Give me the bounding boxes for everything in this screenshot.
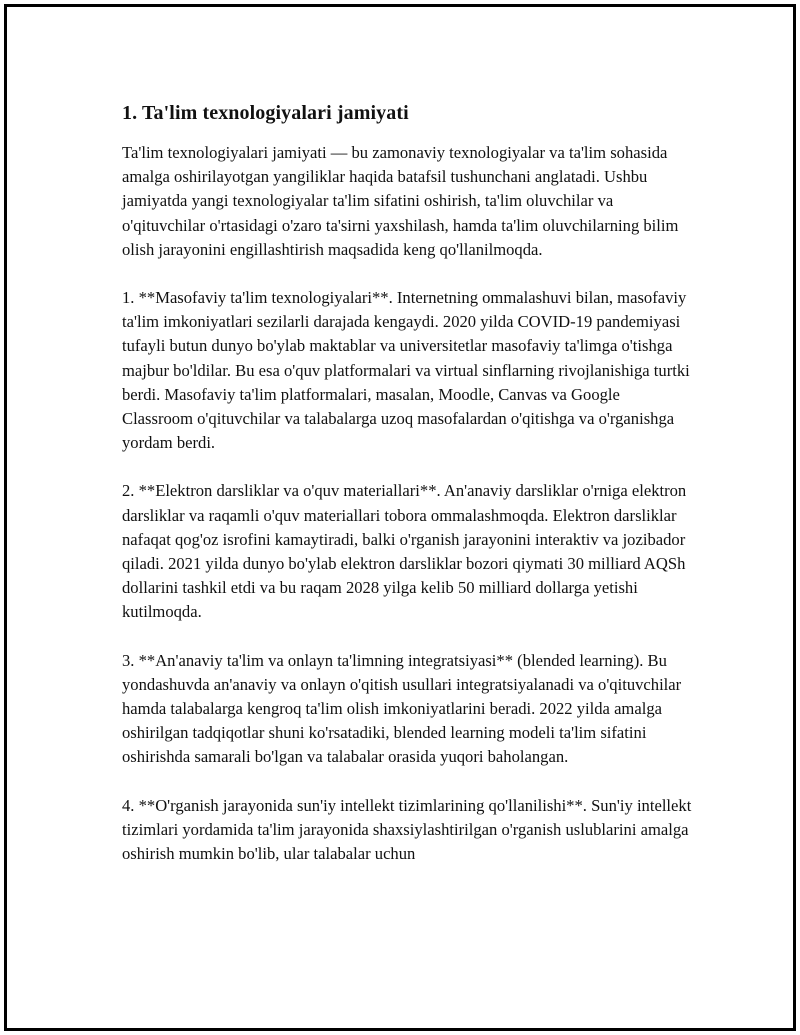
paragraph-distance-learning: 1. **Masofaviy ta'lim texnologiyalari**. Internetning ommalashuvi bilan, masofaviy ta'lim imkoniyatlari sezilarli darajada kengaydi. 2020 yilda COVID-19 pandemiyasi tufayli butun dunyo bo'ylab maktablar va universitetlar masofaviy ta'limga o'tishga majbur bo'ldilar. Bu esa o'quv platformalari va virtual sinflarning rivojlanishiga turtki berdi. Masofaviy ta'lim platformalari, masalan, Moodle, Canvas va Google Classroom o'qituvchilar va talabalarga uzoq masofalardan o'qitishga va o'rganishga yordam berdi.	[122, 288, 690, 453]
section-heading: 1. Ta'lim texnologiyalari jamiyati	[122, 102, 409, 124]
intro-paragraph: Ta'lim texnologiyalari jamiyati — bu zamonaviy texnologiyalar va ta'lim sohasida amalga oshirilayotgan yangiliklar haqida batafsil tushunchani anglatadi. Ushbu jamiyatda yangi texnologiyalar ta'lim sifatini oshirish, ta'lim oluvchilar va o'qituvchilar o'rtasidagi o'zaro ta'sirni yaxshilash, hamda ta'lim oluvchilarning bilim olish jarayonini engillashtirish maqsadida keng qo'llanilmoqda.	[122, 143, 679, 259]
paragraph-blended-learning: 3. **An'anaviy ta'lim va onlayn ta'limning integratsiyasi** (blended learning). Bu yondashuvda an'anaviy va onlayn o'qitish usullari integratsiyalanadi va o'qituvchilar hamda talabalarga kengroq ta'lim olish imkoniyatlarini beradi. 2022 yilda amalga oshirilgan tadqiqotlar shuni ko'rsatadiki, blended learning modeli ta'lim sifatini oshirishda samarali bo'lgan va talabalar orasida yuqori baholangan.	[122, 650, 682, 767]
paragraph-electronic-textbooks: 2. **Elektron darsliklar va o'quv materiallari**. An'anaviy darsliklar o'rniga elektron darsliklar va raqamli o'quv materiallari tobora ommalashmoqda. Elektron darsliklar nafaqat qog'oz isrofini kamaytiradi, balki o'rganish jarayonini interaktiv va jozibador qiladi. 2021 yilda dunyo bo'ylab elektron darsliklar bozori qiymati 30 milliard AQSh dollarini tashkil etdi va bu raqam 2028 yilga kelib 50 milliard dollarga yetishi kutilmoqda.	[122, 481, 687, 622]
page-border	[4, 4, 796, 1031]
paragraph-artificial-intelligence: 4. **O'rganish jarayonida sun'iy intellekt tizimlarining qo'llanilishi**. Sun'iy intellekt tizimlari yordamida ta'lim jarayonida shaxsiylashtirilgan o'rganish uslublarini amalga oshirish mumkin bo'lib, ular talabalar uchun	[122, 795, 692, 864]
document-body	[122, 99, 692, 890]
